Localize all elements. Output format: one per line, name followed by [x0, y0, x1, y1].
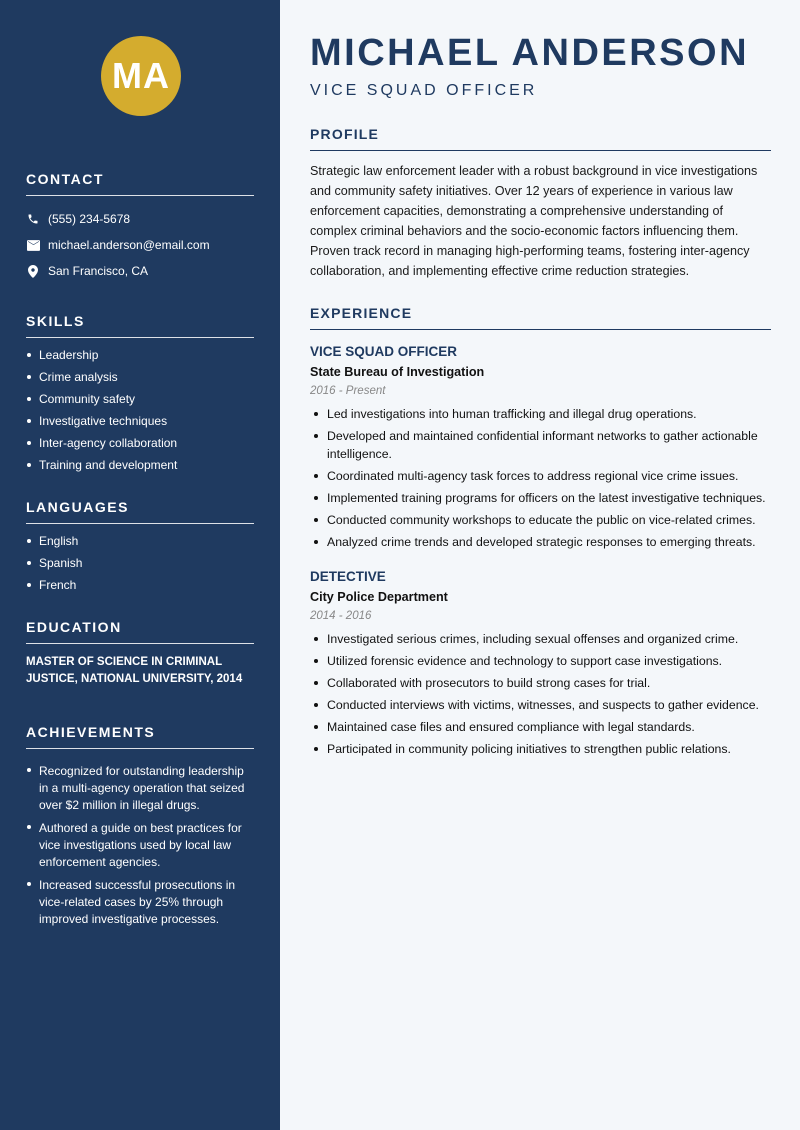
skill-item: Community safety: [26, 392, 254, 406]
job-dates: 2016 - Present: [310, 385, 386, 397]
contact-phone: [26, 206, 254, 232]
education-section: [26, 619, 254, 688]
education-heading: EDUCATION: [26, 619, 254, 644]
contact-section: [26, 171, 254, 284]
language-item: English: [26, 534, 254, 548]
contact-email: [26, 232, 254, 258]
job-bullet: Led investigations into human trafficking and illegal drug operations.: [310, 405, 771, 423]
phone-icon: [26, 212, 40, 226]
job-organization: State Bureau of Investigation: [310, 365, 485, 379]
job-bullet: Coordinated multi-agency task forces to address regional vice crime issues.: [310, 467, 771, 485]
experience-section: [310, 305, 771, 758]
job-dates: 2014 - 2016: [310, 610, 372, 622]
skill-item: Training and development: [26, 458, 254, 472]
job-bullet: Maintained case files and ensured compliance with legal standards.: [310, 718, 771, 736]
languages-heading: LANGUAGES: [26, 499, 254, 524]
languages-list: [26, 534, 254, 592]
candidate-role: VICE SQUAD OFFICER: [310, 82, 538, 99]
job-bullet: Participated in community policing initiatives to strengthen public relations.: [310, 740, 771, 758]
location-text: San Francisco, CA: [48, 264, 149, 278]
sidebar: [0, 0, 280, 1130]
job-bullet: Utilized forensic evidence and technology to support case investigations.: [310, 652, 771, 670]
achievements-heading: ACHIEVEMENTS: [26, 724, 254, 749]
skill-item: Investigative techniques: [26, 414, 254, 428]
job-bullet: Analyzed crime trends and developed strategic responses to emerging threats.: [310, 533, 771, 551]
job-bullets: [310, 405, 771, 551]
skill-item: Inter-agency collaboration: [26, 436, 254, 450]
languages-section: [26, 499, 254, 592]
job-bullet: Investigated serious crimes, including sexual offenses and organized crime.: [310, 630, 771, 648]
contact-heading: CONTACT: [26, 171, 254, 196]
job-title: DETECTIVE: [310, 569, 386, 584]
achievements-section: [26, 724, 254, 928]
contact-list: [26, 206, 254, 284]
job-bullet: Collaborated with prosecutors to build strong cases for trial.: [310, 674, 771, 692]
job-bullet: Developed and maintained confidential informant networks to gather actionable intelligence.: [310, 427, 771, 463]
skills-list: [26, 348, 254, 472]
avatar: MA: [101, 36, 181, 116]
job-bullet: Conducted community workshops to educate the public on vice-related crimes.: [310, 511, 771, 529]
location-pin-icon: [26, 264, 40, 278]
job-organization: City Police Department: [310, 590, 448, 604]
achievements-list: [26, 763, 254, 928]
phone-text: (555) 234-5678: [48, 212, 131, 226]
achievement-item: Increased successful prosecutions in vice-related cases by 25% through improved investigative processes.: [26, 877, 254, 928]
language-item: Spanish: [26, 556, 254, 570]
email-icon: [26, 238, 40, 252]
job-bullet: Conducted interviews with victims, witnesses, and suspects to gather evidence.: [310, 696, 771, 714]
skills-heading: SKILLS: [26, 313, 254, 338]
experience-heading: EXPERIENCE: [310, 305, 771, 330]
contact-location: [26, 258, 254, 284]
profile-heading: PROFILE: [310, 126, 771, 151]
main-content: [280, 0, 800, 1130]
profile-text: Strategic law enforcement leader with a robust background in vice investigations and community safety initiatives. Over 12 years of experience in various law enforcement capacities, demonstrating a comprehensive understanding of complex criminal behaviors and the socio-economic factors influencing them. Proven track record in managing high-performing teams, fostering inter-agency collaboration, and implementing effective crime reduction strategies.: [310, 164, 758, 278]
candidate-name: MICHAEL ANDERSON: [310, 32, 750, 74]
achievement-item: Authored a guide on best practices for vice investigations used by local law enforcement agencies.: [26, 820, 254, 871]
achievement-item: Recognized for outstanding leadership in a multi-agency operation that seized over $2 million in illegal drugs.: [26, 763, 254, 814]
job-entry: [310, 344, 771, 551]
job-entry: [310, 569, 771, 758]
skills-section: [26, 313, 254, 472]
job-bullets: [310, 630, 771, 758]
profile-section: [310, 126, 771, 281]
education-entry: MASTER OF SCIENCE IN CRIMINAL JUSTICE, NATIONAL UNIVERSITY, 2014: [26, 656, 243, 685]
email-text: michael.anderson@email.com: [48, 238, 210, 252]
skill-item: Leadership: [26, 348, 254, 362]
skill-item: Crime analysis: [26, 370, 254, 384]
job-bullet: Implemented training programs for officers on the latest investigative techniques.: [310, 489, 771, 507]
job-title: VICE SQUAD OFFICER: [310, 344, 458, 359]
language-item: French: [26, 578, 254, 592]
